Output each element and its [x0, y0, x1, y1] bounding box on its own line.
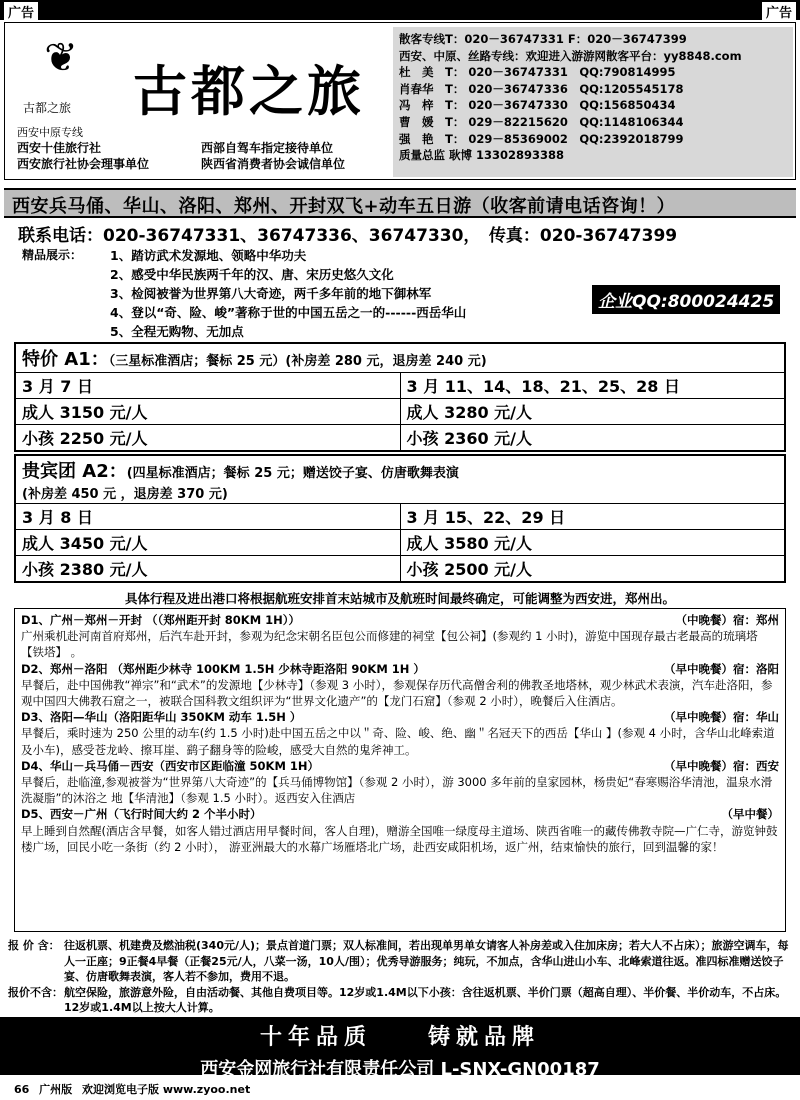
a1-adult2: 成人 3280 元/人 [400, 399, 785, 425]
a1-desc: （三星标准酒店；餐标 25 元）(补房差 280 元，退房差 240 元) [108, 354, 487, 369]
day-header [21, 709, 779, 725]
exclude-row [8, 985, 792, 1016]
a1-child2: 小孩 2360 元/人 [400, 425, 785, 452]
a2-child1: 小孩 2380 元/人 [15, 556, 400, 583]
contact-line: 质量总监 耿博 13302893388 [399, 148, 565, 163]
a2-date1: 3 月 8 日 [15, 504, 400, 530]
contact-line: 散客专线T：020－36747331 F：020－36747399 [399, 32, 687, 46]
include-label: 报 价 含： [8, 939, 60, 952]
a2-adult1: 成人 3450 元/人 [15, 530, 400, 556]
a1-header [15, 343, 785, 373]
brand-title: 古都之旅 [133, 59, 365, 123]
a1-name: 特价 A1： [22, 349, 109, 370]
feature-item: 1、踏访武术发源地、领略中华功夫 [110, 248, 307, 263]
contact-line: 西安、中原、丝路专线：欢迎进入游游网散客平台：yy8848.com [399, 48, 742, 63]
license-line3b: 陕西省消费者协会诚信单位 [201, 157, 346, 171]
include-row [8, 938, 792, 985]
day-body: 早餐后，赴临潼,参观被誉为“世界第八大奇迹”的【兵马俑博物馆】（参观 2 小时），游 3000 多年前的皇家园林，杨贵妃“春寒赐浴华清池，温泉水滑洗凝脂”的沐浴之 地【华清池】（参观 1.5 小时）。返西安入住酒店 [21, 775, 773, 806]
day-body: 早上睡到自然醒(酒店含早餐，如客人错过酒店用早餐时间，客人自理)，赠游全国唯一绿度母主道场、陕西省唯一的藏传佛教寺院—广仁寺，游览钟鼓楼广场，回民小吃一条街（约 2 小时）， 游亚洲最大的水幕广场雁塔北广场，赴西安咸阳机场，返广州，结束愉快的旅行，回到温馨的家！ [21, 823, 778, 854]
tour-title: 西安兵马俑、华山、洛阳、郑州、开封双飞+动车五日游（收客前请电话咨询！） [4, 188, 796, 218]
logo-small-text: 古都之旅 [23, 101, 72, 115]
edition: 广州版 [39, 1083, 73, 1096]
license-line2b: 西部自驾车指定接待单位 [201, 141, 334, 155]
butterfly-logo-icon: ❦ [44, 35, 78, 81]
day-header [21, 661, 779, 677]
day-header [21, 758, 779, 774]
enterprise-qq-badge: 企业QQ:800024425 [592, 285, 780, 314]
feature-item: 3、检阅被誉为世界第八大奇迹，两千多年前的地下御林军 [110, 286, 432, 301]
contact-line: 强 艳 T： 029－85369002 QQ:2392018799 [399, 131, 684, 146]
day-header [21, 806, 779, 822]
day-body: 广州乘机赴河南首府郑州，后汽车赴开封，参观为纪念宋朝名臣包公而修建的祠堂【包公祠】(参观约 1 小时)，游览中国现存最古老最高的琉璃塔【铁塔】 。 [21, 629, 758, 660]
feature-item: 4、登以“奇、险、峻”著称于世的中国五岳之一的------西岳华山 [110, 305, 467, 320]
footer-slogan: 十年品质 铸就品牌 [259, 1025, 540, 1050]
license-line3a: 西安旅行社协会理事单位 [17, 157, 150, 171]
day-title: D4、华山－兵马俑－西安（西安市区距临潼 50KM 1H） [21, 758, 320, 773]
day-body: 早餐后，乘时速为 250 公里的动车(约 1.5 小时)赴中国五岳之中以＂奇、险、峻、绝、幽＂名冠天下的西岳【华山 】(参观 4 小时，含华山北峰索道及小车)，感受苍龙岭、擦耳崖、鹞子翻身等的险峻，感受大自然的鬼斧神工。 [21, 726, 775, 757]
day-title: D3、洛阳—华山（洛阳距华山 350KM 动车 1.5H ） [21, 710, 302, 725]
a1-date1: 3 月 7 日 [15, 373, 400, 399]
phone-line: 联系电话：020-36747331、36747336、36747330， 传真：020-36747399 [18, 226, 678, 246]
day-meal: （早中晚餐）宿：华山 [664, 710, 779, 725]
a1-date2: 3 月 11、14、18、21、25、28 日 [400, 373, 785, 399]
day-meal: （早中餐） [721, 807, 779, 822]
footer-company: 西安金网旅行社有限责任公司 L-SNX-GN00187 [200, 1059, 600, 1080]
a2-adult2: 成人 3580 元/人 [400, 530, 785, 556]
a1-child1: 小孩 2250 元/人 [15, 425, 400, 452]
price-terms [8, 938, 792, 1016]
a2-child2: 小孩 2500 元/人 [400, 556, 785, 583]
page-footer [14, 1081, 250, 1097]
day-title: D2、郑州－洛阳 （郑州距少林寺 100KM 1.5H 少林寺距洛阳 90KM 1H ） [21, 661, 425, 676]
a1-adult1: 成人 3150 元/人 [15, 399, 400, 425]
a2-name: 贵宾团 A2： [22, 461, 127, 482]
day-body: 早餐后，赴中国佛教“禅宗”和“武术”的发源地【少林寺】（参观 3 小时），参观保存历代高僧舍利的佛教圣地塔林，观少林武术表演，汽车赴洛阳，参观中国四大佛教石窟之一，被联合国科教文组织评为“世界文化遗产”的【龙门石窟】（参观 2 小时），晚餐后入住酒店。 [21, 677, 773, 709]
page-number: 66 [14, 1083, 30, 1096]
site-text[interactable]: 欢迎浏览电子版 www.zyoo.net [82, 1083, 251, 1096]
price-table-a2 [14, 454, 786, 583]
day-title: D5、西安－广州（飞行时间大约 2 个半小时） [21, 807, 262, 822]
license-line2a: 西安十佳旅行社 [17, 141, 102, 155]
feature-item: 5、全程无购物、无加点 [110, 324, 244, 339]
day-title: D1、广州－郑州－开封 （（郑州距开封 80KM 1H）） [21, 613, 301, 627]
a2-header [15, 455, 785, 504]
day-meal: （早中晚餐）宿：西安 [664, 758, 779, 773]
license-line1: 西安中原专线 [17, 126, 83, 139]
feature-item: 2、感受中华民族两千年的汉、唐、宋历史悠久文化 [110, 267, 394, 282]
contact-line: 杜 美 T： 020－36747331 QQ:790814995 [399, 65, 676, 80]
itinerary [14, 608, 786, 932]
include-text: 往返机票、机建费及燃油税(340元/人)；景点首道门票；双人标准间，若出现单男单女请客人补房差或入住加床房；若大人不占床）；旅游空调车，每人一正座；9正餐4早餐（正餐25元/人，八菜一汤，10人/围）；优秀导游服务；纯玩，不加点，含华山进山小车、北峰索道往返。准四标准赠送饺子宴、仿唐歌舞表演，客人若不参加，费用不退。 [64, 939, 789, 983]
contact-list [393, 27, 793, 177]
exclude-label: 报价不含： [8, 985, 63, 999]
price-table-a1 [14, 342, 786, 452]
header [4, 22, 796, 180]
day-header [21, 612, 779, 628]
itinerary-note: 具体行程及进出港口将根据航班安排首末站城市及航班时间最终确定，可能调整为西安进，郑州出。 [124, 591, 675, 606]
logo-area [13, 27, 393, 177]
features-label: 精品展示： [22, 248, 83, 262]
contact-line: 肖春华 T： 020－36747336 QQ:1205545178 [399, 81, 684, 96]
a2-desc: (四星标准酒店；餐标 25 元；赠送饺子宴、仿唐歌舞表演 [126, 466, 459, 481]
contact-line: 曹 媛 T： 029－82215620 QQ:1148106344 [399, 114, 684, 129]
ad-label-left: 广告 [4, 2, 38, 21]
contact-line: 冯 梓 T： 020－36747330 QQ:156850434 [399, 98, 676, 113]
day-meal: （中晚餐）宿：郑州 [675, 613, 779, 627]
day-meal: （早中晚餐）宿：洛阳 [664, 661, 779, 676]
a2-desc2: (补房差 450 元 ，退房差 370 元) [22, 487, 228, 502]
exclude-text: 航空保险，旅游意外险，自由活动餐、其他自费项目等。12岁或1.4M以下小孩：含往返机票、半价门票（超高自理）、半价餐、半价动车，不占床。12岁或1.4M以上按大人计算。 [64, 985, 787, 1014]
a2-date2: 3 月 15、22、29 日 [400, 504, 785, 530]
top-bar [0, 0, 800, 20]
ad-label-right: 广告 [762, 2, 796, 21]
footer [0, 1017, 800, 1080]
